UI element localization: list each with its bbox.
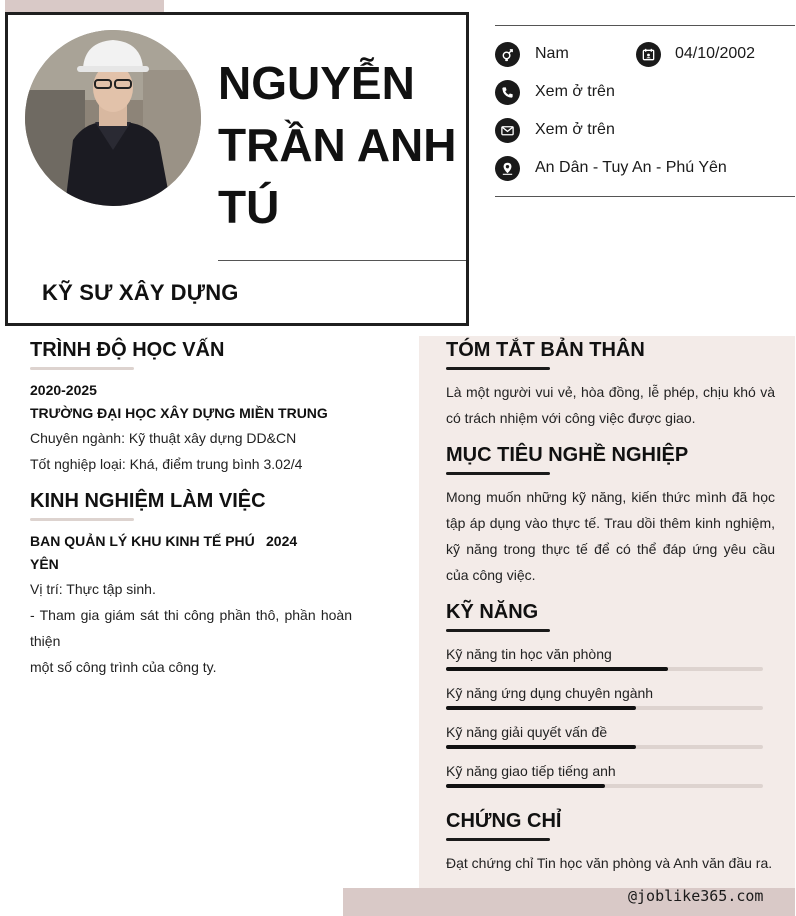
- experience-position: Vị trí: Thực tập sinh.: [30, 581, 156, 597]
- phone-text: Xem ở trên: [535, 83, 615, 100]
- education-heading: TRÌNH ĐỘ HỌC VẤN: [30, 339, 225, 361]
- experience-company-line1: BAN QUẢN LÝ KHU KINH TẾ PHÚ: [30, 533, 255, 549]
- skill-label: Kỹ năng tin học văn phòng: [446, 646, 612, 662]
- objective-heading: MỤC TIÊU NGHỀ NGHIỆP: [446, 444, 689, 466]
- gender-icon: [495, 42, 520, 67]
- skill-label: Kỹ năng giải quyết vấn đề: [446, 724, 608, 740]
- email-text: Xem ở trên: [535, 121, 615, 138]
- skill-bar-fill: [446, 667, 668, 671]
- address-text: An Dân - Tuy An - Phú Yên: [535, 159, 727, 176]
- location-pin-icon: [495, 156, 520, 181]
- birthdate-text: 04/10/2002: [675, 45, 756, 62]
- objective-text: Mong muốn những kỹ năng, kiến thức mình đã học tập áp dụng vào thực tế. Trau dồi thêm kinh nghiệm, kỹ năng trong thực tế để có thể đáp ứng yêu cầu của công việc.: [446, 489, 775, 583]
- education-grade: Tốt nghiệp loại: Khá, điểm trung bình 3.02/4: [30, 456, 303, 472]
- calendar-icon: [636, 42, 661, 67]
- certificates-text: Đạt chứng chỉ Tin học văn phòng và Anh văn đầu ra.: [446, 855, 773, 871]
- education-major: Chuyên ngành: Kỹ thuật xây dựng DD&CN: [30, 430, 297, 446]
- full-name: NGUYỄN TRẦN ANH TÚ: [218, 57, 457, 233]
- experience-duty-line1: - Tham gia giám sát thi công phần thô, phần hoàn: [30, 607, 352, 623]
- objective-underline: [446, 472, 550, 475]
- skill-label: Kỹ năng ứng dụng chuyên ngành: [446, 685, 654, 701]
- summary-underline: [446, 367, 550, 370]
- contact-bottom-rule: [495, 196, 795, 197]
- skill-bar-track: [446, 745, 763, 749]
- watermark-text: @joblike365.com: [628, 887, 764, 905]
- experience-year: 2024: [266, 533, 298, 549]
- skill-bar-fill: [446, 706, 636, 710]
- summary-heading: TÓM TẮT BẢN THÂN: [446, 339, 645, 361]
- skill-label: Kỹ năng giao tiếp tiếng anh: [446, 763, 616, 779]
- experience-heading: KINH NGHIỆM LÀM VIỆC: [30, 490, 266, 512]
- experience-duty-line3: một số công trình của công ty.: [30, 659, 217, 675]
- avatar: [25, 30, 201, 206]
- experience-company-line2: YÊN: [30, 556, 59, 572]
- skill-bar-track: [446, 784, 763, 788]
- education-school: TRƯỜNG ĐẠI HỌC XÂY DỰNG MIỀN TRUNG: [30, 405, 328, 421]
- skill-bar-fill: [446, 784, 605, 788]
- skills-underline: [446, 629, 550, 632]
- education-period: 2020-2025: [30, 382, 97, 398]
- name-divider: [218, 260, 466, 261]
- skill-bar-track: [446, 667, 763, 671]
- skills-heading: KỸ NĂNG: [446, 601, 539, 623]
- experience-duty-line2: thiện: [30, 633, 61, 649]
- summary-text: Là một người vui vẻ, hòa đồng, lễ phép, chịu khó và có trách nhiệm với công việc được giao.: [446, 384, 775, 426]
- education-underline: [30, 367, 134, 370]
- job-title: KỸ SƯ XÂY DỰNG: [42, 280, 239, 305]
- experience-underline: [30, 518, 134, 521]
- gender-text: Nam: [535, 45, 569, 62]
- contact-top-rule: [495, 25, 795, 26]
- certificates-underline: [446, 838, 550, 841]
- skill-bar-fill: [446, 745, 636, 749]
- phone-icon: [495, 80, 520, 105]
- skill-bar-track: [446, 706, 763, 710]
- mail-icon: [495, 118, 520, 143]
- certificates-heading: CHỨNG CHỈ: [446, 810, 562, 832]
